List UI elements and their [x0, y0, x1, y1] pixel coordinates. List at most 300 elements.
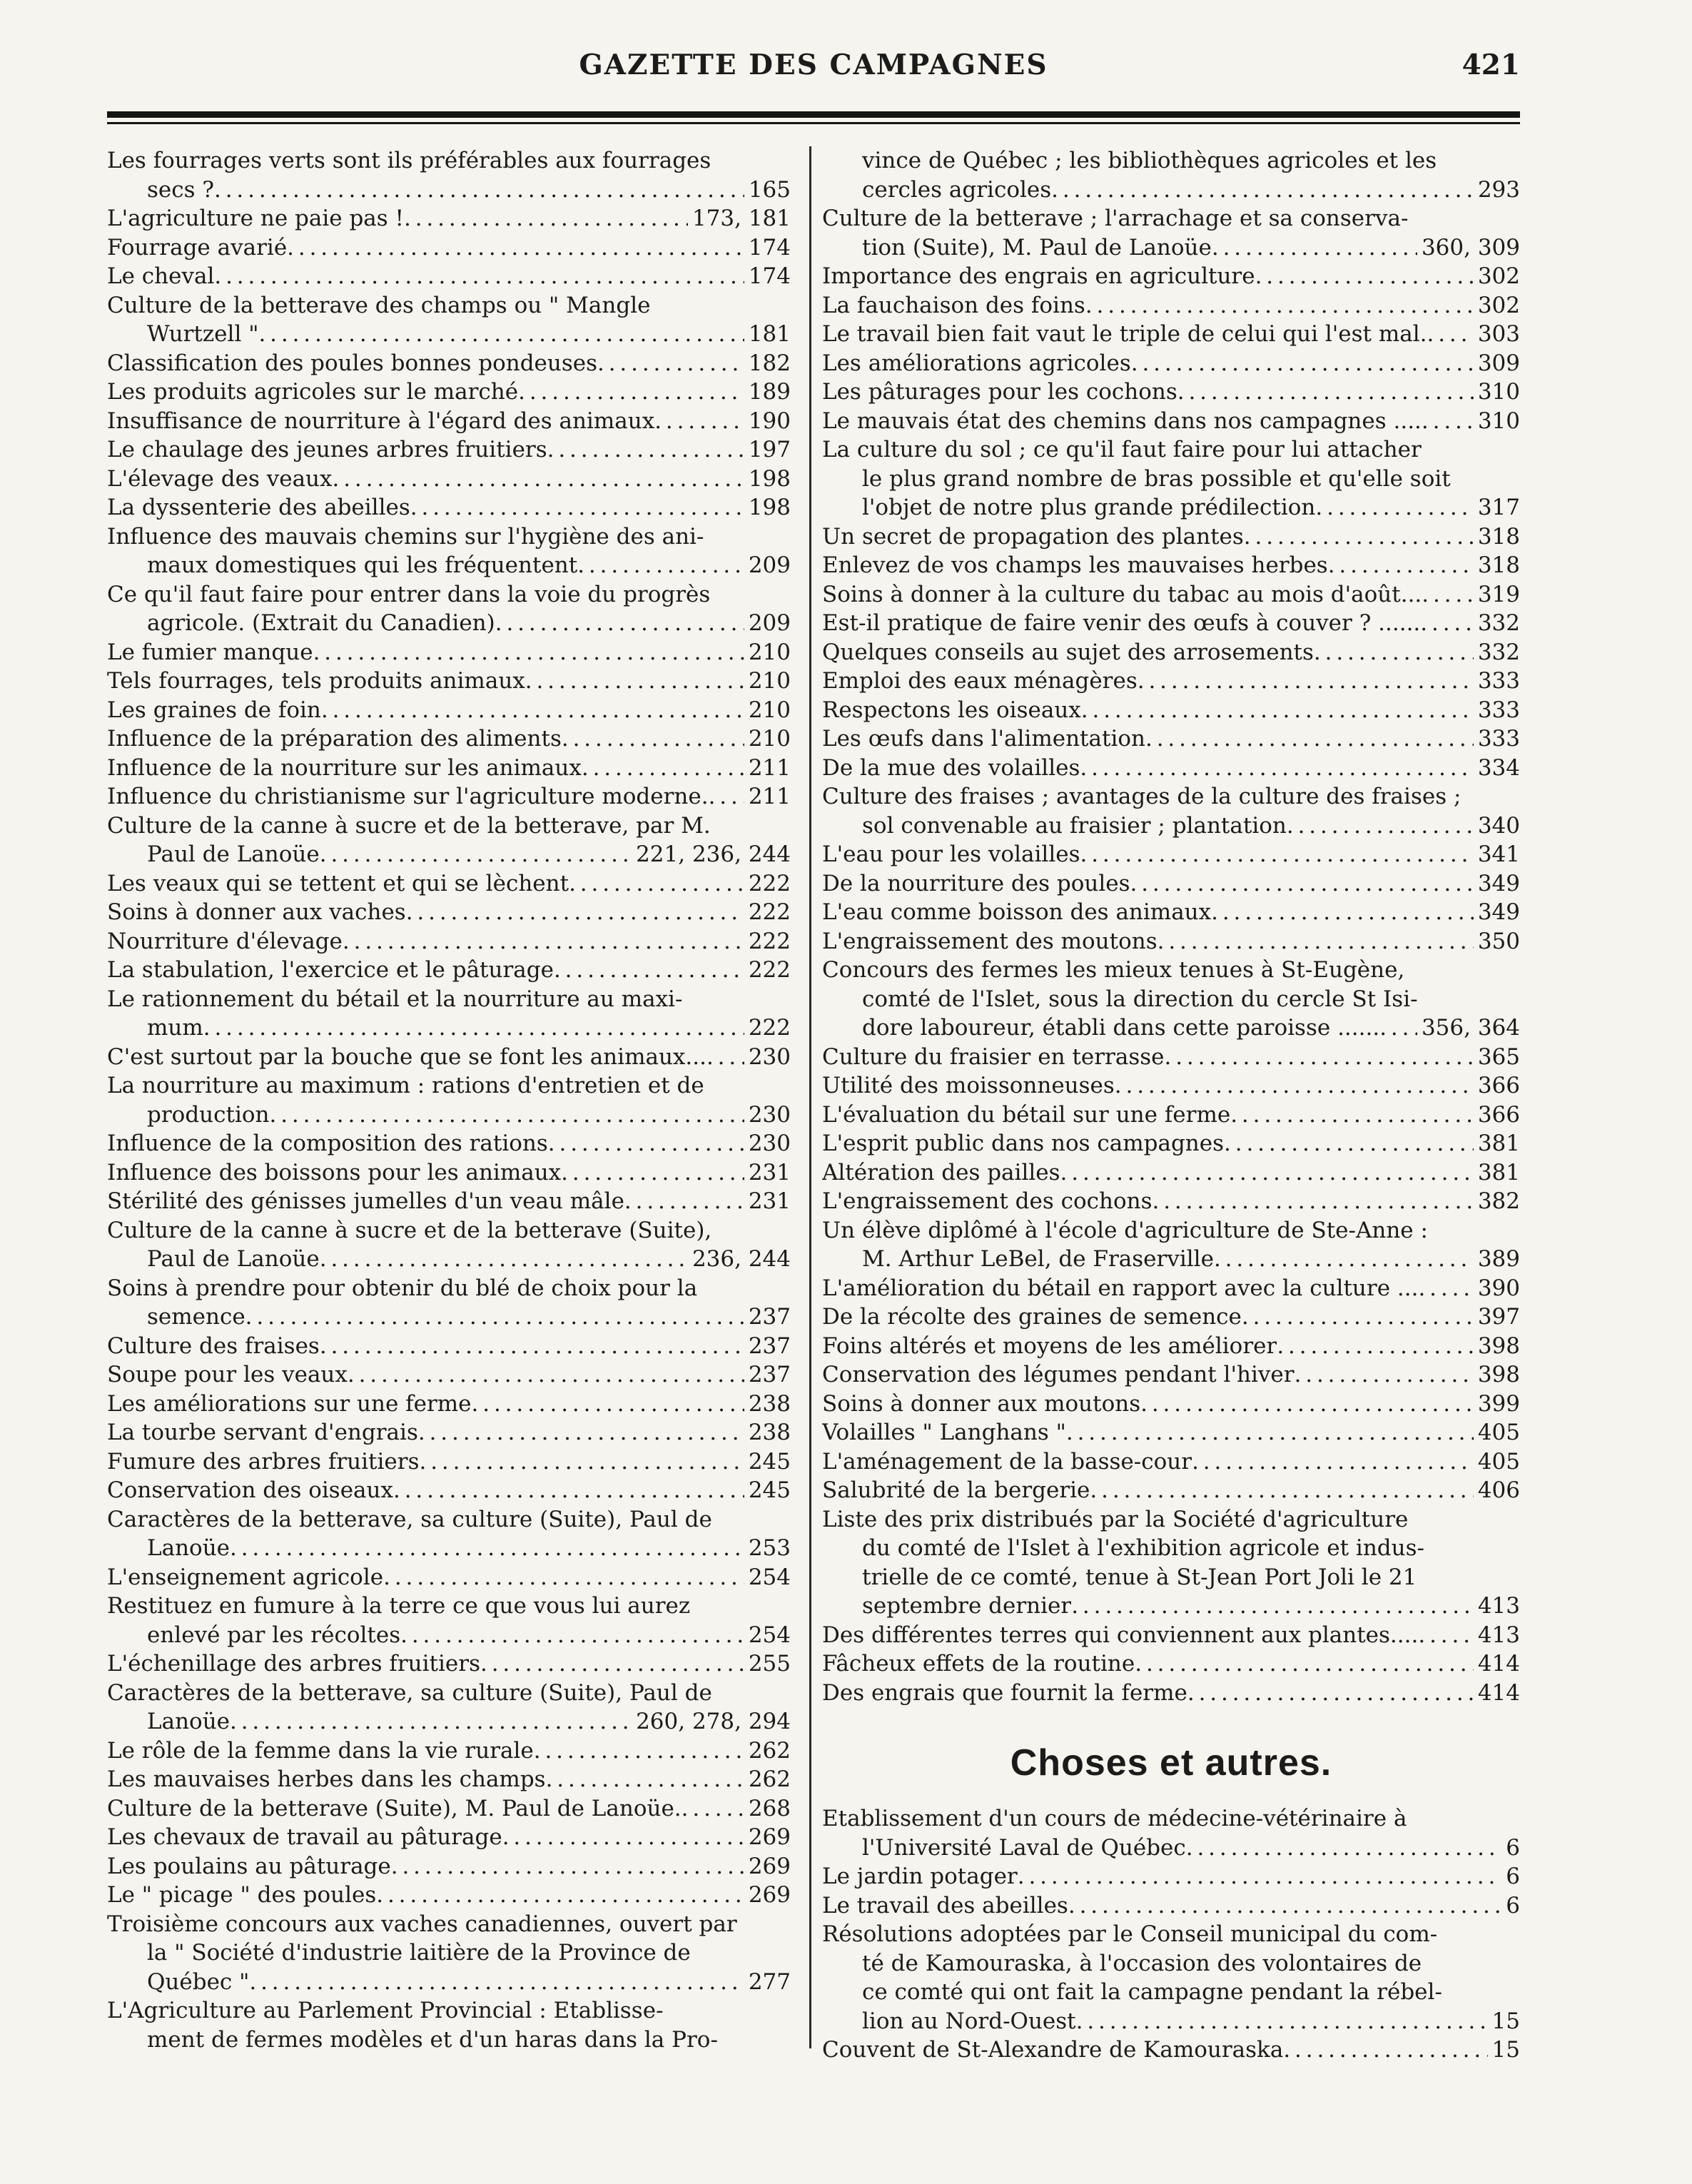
entry-page-number: 173, 181	[692, 206, 791, 231]
entry-page-number: 222	[748, 870, 791, 896]
entry-title: Salubrité de la bergerie	[822, 1477, 1090, 1503]
entry-title: Culture de la canne à sucre et de la betterave, par M.	[107, 812, 711, 839]
entry-title: L'agriculture ne paie pas !	[107, 206, 405, 231]
entry-page-number: 349	[1477, 899, 1520, 925]
entry-page-number: 209	[748, 552, 791, 578]
entry-title: Ce qu'il faut faire pour entrer dans la voie du progrès	[107, 581, 711, 607]
entry-line	[822, 1649, 1520, 1679]
entry-line	[822, 2007, 1520, 2036]
entry-line	[107, 1736, 791, 1766]
entry-title: Couvent de St-Alexandre de Kamouraska	[822, 2037, 1284, 2063]
index-entry	[107, 1765, 791, 1794]
entry-line	[107, 1505, 791, 1535]
index-entry	[107, 1129, 791, 1158]
entry-title: Etablissement d'un cours de médecine-vétérinaire à	[822, 1806, 1407, 1831]
entry-title: ce comté qui ont fait la campagne pendant la rébel-	[862, 1979, 1442, 2005]
index-list-choses	[822, 1804, 1520, 2065]
entry-page-number: 198	[748, 465, 791, 492]
dot-leader	[1255, 262, 1474, 291]
entry-line	[107, 580, 791, 610]
entry-title: Les poulains au pâturage	[107, 1853, 391, 1879]
entry-page-number: 310	[1477, 408, 1520, 434]
index-entry	[822, 1505, 1520, 1621]
dot-leader	[682, 1794, 744, 1824]
entry-line	[822, 1013, 1520, 1043]
index-entry	[822, 1418, 1520, 1447]
entry-title: Culture de la canne à sucre et de la betterave (Suite),	[107, 1217, 712, 1243]
entry-title: L'engraissement des moutons	[822, 928, 1157, 954]
dot-leader	[249, 1968, 744, 1997]
entry-title: De la récolte des graines de semence	[822, 1304, 1242, 1330]
index-column-left	[107, 146, 791, 2054]
entry-line	[107, 1303, 791, 1332]
index-entry	[107, 812, 791, 869]
entry-line	[822, 262, 1520, 291]
entry-page-number: 182	[748, 350, 791, 376]
dot-leader	[1130, 869, 1474, 899]
dot-leader	[1295, 1360, 1474, 1390]
index-entry	[822, 1187, 1520, 1216]
dot-leader	[320, 1332, 744, 1361]
entry-line	[822, 1043, 1520, 1072]
entry-line	[822, 1476, 1520, 1505]
entry-line	[822, 840, 1520, 869]
entry-page-number: 6	[1506, 1834, 1520, 1861]
dot-leader	[1085, 291, 1474, 320]
index-entry	[822, 1071, 1520, 1101]
entry-line	[107, 1938, 791, 1968]
entry-line	[107, 1621, 791, 1650]
index-entry	[107, 262, 791, 291]
entry-line	[822, 1274, 1520, 1303]
entry-line	[822, 985, 1520, 1014]
entry-line	[107, 782, 791, 812]
entry-line	[107, 840, 791, 869]
entry-line	[107, 696, 791, 725]
entry-page-number: 319	[1477, 581, 1520, 607]
entry-page-number: 6	[1506, 1864, 1520, 1889]
index-entry	[107, 378, 791, 407]
entry-page-number: 414	[1477, 1679, 1520, 1706]
index-entry	[107, 724, 791, 754]
entry-title: Fâcheux effets de la routine	[822, 1651, 1135, 1677]
entry-line	[107, 1360, 791, 1390]
index-entry	[107, 1476, 791, 1505]
entry-line	[822, 580, 1520, 610]
entry-line	[107, 609, 791, 638]
index-entry	[107, 1043, 791, 1072]
entry-line	[107, 1823, 791, 1852]
page-header	[107, 44, 1520, 94]
index-entry	[822, 2036, 1520, 2065]
entry-line	[107, 1274, 791, 1303]
entry-title: Les pâturages pour les cochons	[822, 379, 1177, 405]
entry-page-number: 174	[748, 263, 791, 289]
index-entry	[107, 1505, 791, 1563]
entry-title: L'eau pour les volailles	[822, 841, 1080, 867]
entry-title: production	[147, 1101, 270, 1128]
dot-leader	[480, 1649, 744, 1679]
entry-line	[822, 465, 1520, 494]
entry-page-number: 293	[1477, 176, 1520, 203]
index-entry	[107, 435, 791, 465]
entry-line	[107, 1101, 791, 1130]
entry-title: De la mue des volailles	[822, 754, 1080, 781]
entry-title: L'eau comme boisson des animaux	[822, 899, 1212, 925]
dot-leader	[1140, 1390, 1474, 1419]
entry-line	[107, 1534, 791, 1563]
dot-leader	[1212, 233, 1417, 263]
entry-page-number: 221, 236, 244	[636, 841, 791, 867]
dot-leader	[287, 233, 744, 263]
entry-line	[107, 233, 791, 263]
entry-title: tion (Suite), M. Paul de Lanoüe	[862, 234, 1212, 261]
entry-line	[822, 667, 1520, 696]
dot-leader	[1328, 551, 1474, 580]
entry-title: Le chaulage des jeunes arbres fruitiers	[107, 437, 547, 462]
dot-leader	[270, 1101, 744, 1130]
index-entry	[822, 609, 1520, 638]
index-entry	[107, 782, 791, 812]
entry-line	[822, 1592, 1520, 1621]
dot-leader	[321, 696, 744, 725]
entry-page-number: 349	[1477, 870, 1520, 896]
index-entry	[822, 204, 1520, 262]
entry-page-number: 253	[748, 1535, 791, 1561]
index-entry	[107, 291, 791, 349]
entry-line	[107, 1129, 791, 1158]
entry-page-number: 230	[748, 1101, 791, 1128]
entry-line	[822, 1216, 1520, 1245]
entry-line	[107, 1447, 791, 1477]
entry-page-number: 262	[748, 1737, 791, 1764]
index-entry	[822, 754, 1520, 783]
dot-leader	[410, 493, 744, 522]
index-entry	[107, 1563, 791, 1592]
dot-leader	[1230, 1101, 1474, 1130]
entry-title: L'aménagement de la basse-cour	[822, 1448, 1192, 1475]
entry-title: La fauchaison des foins	[822, 292, 1085, 318]
entry-line	[107, 1592, 791, 1621]
entry-line	[822, 435, 1520, 465]
entry-line	[107, 176, 791, 205]
index-entry	[822, 1891, 1520, 1921]
index-entry	[107, 1852, 791, 1881]
entry-title: Est-il pratique de faire venir des œufs à couver ? ......	[822, 610, 1421, 636]
entry-line	[822, 1158, 1520, 1188]
dot-leader	[245, 1303, 744, 1332]
entry-line	[107, 262, 791, 291]
entry-page-number: 340	[1477, 812, 1520, 839]
entry-title: Les œufs dans l'alimentation	[822, 726, 1145, 752]
index-entry	[822, 349, 1520, 378]
index-entry	[107, 696, 791, 725]
header-rule-thin	[107, 122, 1520, 124]
entry-line	[822, 1360, 1520, 1390]
entry-page-number: 254	[748, 1622, 791, 1648]
entry-title: dore laboureur, établi dans cette paroisse ......	[862, 1015, 1380, 1041]
entry-title: Emploi des eaux ménagères	[822, 668, 1138, 694]
index-entry	[822, 320, 1520, 349]
entry-line	[107, 1245, 791, 1274]
index-entry	[107, 754, 791, 783]
dot-leader	[562, 724, 744, 754]
index-entry	[822, 522, 1520, 552]
entry-line	[107, 667, 791, 696]
entry-line	[822, 1949, 1520, 1978]
entry-page-number: 413	[1477, 1593, 1520, 1619]
dot-leader	[654, 407, 744, 436]
index-entry	[107, 1390, 791, 1419]
dot-leader	[214, 176, 744, 205]
index-entry	[107, 1071, 791, 1129]
index-entry	[107, 146, 791, 204]
dot-leader	[534, 1736, 744, 1766]
entry-line	[107, 1679, 791, 1708]
entry-line	[822, 638, 1520, 667]
dot-leader	[706, 1043, 744, 1072]
entry-line	[822, 1129, 1520, 1158]
entry-title: Soupe pour les veaux	[107, 1362, 348, 1387]
entry-page-number: 211	[748, 754, 791, 781]
entry-line	[107, 1187, 791, 1216]
entry-line	[107, 1765, 791, 1794]
entry-title: Nourriture d'élevage	[107, 928, 343, 954]
entry-line	[107, 493, 791, 522]
entry-line	[107, 1794, 791, 1824]
entry-line	[822, 1418, 1520, 1447]
entry-page-number: 318	[1477, 523, 1520, 550]
entry-page-number: 303	[1477, 321, 1520, 347]
entry-line	[822, 1101, 1520, 1130]
index-entry	[107, 869, 791, 899]
entry-title: trielle de ce comté, tenue à St-Jean Port Joli le 21	[862, 1564, 1417, 1590]
entry-line	[107, 724, 791, 754]
entry-line	[822, 1834, 1520, 1863]
entry-title: Liste des prix distribués par la Société d'agriculture	[822, 1506, 1409, 1532]
entry-title: Des engrais que fournit la ferme	[822, 1679, 1187, 1706]
entry-title: Un élève diplômé à l'école d'agriculture de Ste-Anne :	[822, 1217, 1428, 1243]
entry-title: Résolutions adoptées par le Conseil municipal du com-	[822, 1921, 1438, 1947]
entry-page-number: 237	[748, 1362, 791, 1387]
dot-leader	[502, 1823, 744, 1852]
entry-line	[107, 349, 791, 378]
entry-page-number: 210	[748, 639, 791, 665]
entry-page-number: 366	[1477, 1073, 1520, 1098]
entry-line	[107, 898, 791, 927]
entry-line	[107, 1071, 791, 1101]
entry-page-number: 198	[748, 495, 791, 520]
column-divider	[809, 146, 811, 2048]
entry-page-number: 366	[1477, 1101, 1520, 1128]
entry-page-number: 260, 278, 294	[636, 1709, 791, 1734]
entry-title: Restituez en fumure à la terre ce que vous lui aurez	[107, 1593, 691, 1619]
index-column-right	[822, 146, 1520, 2065]
entry-title: Wurtzell "	[147, 321, 259, 347]
entry-page-number: 210	[748, 668, 791, 694]
dot-leader	[1060, 1158, 1474, 1188]
entry-title: Influence des mauvais chemins sur l'hygiène des ani-	[107, 523, 704, 550]
entry-title: L'engraissement des cochons	[822, 1188, 1153, 1214]
entry-page-number: 211	[748, 784, 791, 809]
entry-title: du comté de l'Islet à l'exhibition agricole et indus-	[862, 1535, 1424, 1561]
index-entry	[822, 1447, 1520, 1477]
index-entry	[107, 204, 791, 233]
entry-title: La tourbe servant d'engrais	[107, 1420, 418, 1445]
dot-leader	[546, 1765, 744, 1794]
entry-page-number: 341	[1477, 841, 1520, 867]
entry-line	[822, 320, 1520, 349]
index-entry	[822, 1101, 1520, 1130]
dot-leader	[518, 378, 744, 407]
entry-title: Influence de la composition des rations	[107, 1131, 548, 1156]
entry-title: Utilité des moissonneuses	[822, 1073, 1115, 1098]
dot-leader	[343, 927, 744, 956]
entry-title: Le travail bien fait vaut le triple de celui qui l'est mal.	[822, 321, 1427, 347]
index-entry	[822, 1390, 1520, 1419]
entry-page-number: 269	[748, 1853, 791, 1879]
section-title: Choses et autres.	[1010, 1742, 1332, 1784]
index-entry	[107, 580, 791, 638]
dot-leader	[1080, 754, 1473, 783]
dot-leader	[1224, 1129, 1474, 1158]
entry-line	[822, 349, 1520, 378]
entry-title: L'Agriculture au Parlement Provincial : Etablisse-	[107, 1998, 664, 2023]
entry-title: Influence des boissons pour les animaux	[107, 1159, 562, 1185]
entry-title: Des différentes terres qui conviennent aux plantes....	[822, 1622, 1419, 1648]
entry-line	[822, 1978, 1520, 2007]
dot-leader	[214, 262, 744, 291]
index-entry	[107, 465, 791, 494]
entry-line	[107, 1476, 791, 1505]
index-entry	[107, 1332, 791, 1361]
index-entry	[107, 956, 791, 985]
index-entry	[822, 1621, 1520, 1650]
entry-page-number: 302	[1477, 263, 1520, 289]
entry-page-number: 405	[1477, 1420, 1520, 1445]
index-entry	[822, 580, 1520, 610]
entry-line	[822, 696, 1520, 725]
entry-title: le plus grand nombre de bras possible et qu'elle soit	[862, 465, 1451, 492]
entry-line	[822, 782, 1520, 812]
entry-page-number: 255	[748, 1651, 791, 1677]
entry-page-number: 231	[748, 1159, 791, 1185]
entry-line	[107, 638, 791, 667]
entry-title: Enlevez de vos champs les mauvaises herbes	[822, 552, 1328, 578]
entry-page-number: 6	[1506, 1892, 1520, 1918]
index-entry	[822, 724, 1520, 754]
entry-page-number: 390	[1477, 1275, 1520, 1301]
entry-title: l'objet de notre plus grande prédilection	[862, 495, 1316, 520]
entry-page-number: 269	[748, 1882, 791, 1908]
dot-leader	[391, 1852, 744, 1881]
entry-title: Importance des engrais en agriculture	[822, 263, 1255, 289]
index-entry	[107, 1910, 791, 1997]
dot-leader	[1177, 378, 1474, 407]
entry-page-number: 181	[748, 321, 791, 347]
entry-page-number: 210	[748, 697, 791, 723]
index-entry	[107, 927, 791, 956]
dot-leader	[230, 1707, 632, 1736]
entry-title: Les graines de foin	[107, 697, 321, 723]
dot-leader	[1422, 580, 1474, 610]
entry-title: Classification des poules bonnes pondeuses	[107, 350, 598, 376]
entry-line	[822, 1621, 1520, 1650]
entry-title: Culture de la betterave des champs ou " Mangle	[107, 292, 651, 318]
entry-line	[822, 1534, 1520, 1563]
entry-title: La dyssenterie des abeilles	[107, 495, 410, 520]
entry-line	[822, 1071, 1520, 1101]
entry-page-number: 389	[1477, 1246, 1520, 1272]
dot-leader	[383, 1563, 744, 1592]
dot-leader	[1420, 609, 1474, 638]
entry-title: Fumure des arbres fruitiers	[107, 1448, 420, 1475]
entry-title: lion au Nord-Ouest	[862, 2008, 1076, 2034]
entry-title: semence	[147, 1304, 245, 1330]
entry-title: Conservation des légumes pendant l'hiver	[822, 1362, 1295, 1387]
dot-leader	[1192, 1447, 1474, 1477]
dot-leader	[569, 869, 744, 899]
entry-page-number: 262	[748, 1766, 791, 1792]
entry-title: Concours des fermes les mieux tenues à St-Eugène,	[822, 957, 1405, 983]
entry-page-number: 238	[748, 1420, 791, 1445]
entry-page-number: 406	[1477, 1477, 1520, 1503]
dot-leader	[1314, 638, 1474, 667]
entry-title: agricole. (Extrait du Canadien)	[147, 610, 495, 636]
index-entry	[822, 638, 1520, 667]
dot-leader	[1379, 1013, 1417, 1043]
dot-leader	[418, 1418, 744, 1447]
entry-title: Insuffisance de nourriture à l'égard des animaux	[107, 408, 655, 434]
index-entry	[822, 956, 1520, 1043]
entry-line	[822, 1679, 1520, 1708]
index-entry	[107, 493, 791, 522]
index-entry	[107, 407, 791, 436]
entry-title: l'Université Laval de Québec	[862, 1834, 1186, 1861]
dot-leader	[1071, 1592, 1474, 1621]
entry-title: Les fourrages verts sont ils préférables aux fourrages	[107, 148, 711, 173]
entry-title: Québec "	[147, 1968, 250, 1995]
entry-page-number: 310	[1477, 379, 1520, 405]
dot-leader	[1187, 1679, 1474, 1708]
entry-page-number: 381	[1477, 1131, 1520, 1156]
index-entry	[822, 1158, 1520, 1188]
entry-title: Culture du fraisier en terrasse	[822, 1043, 1165, 1070]
dot-leader	[709, 782, 744, 812]
index-entry	[822, 927, 1520, 956]
dot-leader	[495, 609, 744, 638]
entry-line	[107, 522, 791, 552]
entry-title: maux domestiques qui les fréquentent	[147, 552, 578, 578]
index-entry	[107, 667, 791, 696]
entry-line	[822, 291, 1520, 320]
dot-leader	[348, 1360, 744, 1390]
entry-title: M. Arthur LeBel, de Fraserville	[862, 1246, 1214, 1272]
entry-title: vince de Québec ; les bibliothèques agricoles et les	[862, 148, 1437, 173]
entry-title: Volailles " Langhans "	[822, 1420, 1066, 1445]
entry-line	[822, 146, 1520, 176]
dot-leader	[1135, 1649, 1474, 1679]
entry-title: Le mauvais état des chemins dans nos campagnes ....	[822, 408, 1422, 434]
entry-line	[822, 551, 1520, 580]
index-entry	[822, 898, 1520, 927]
index-entry	[822, 1129, 1520, 1158]
entry-title: L'échenillage des arbres fruitiers	[107, 1651, 481, 1677]
entry-line	[822, 1891, 1520, 1921]
entry-title: sol convenable au fraisier ; plantation	[862, 812, 1287, 839]
dot-leader	[1066, 1418, 1474, 1447]
entry-page-number: 209	[748, 610, 791, 636]
